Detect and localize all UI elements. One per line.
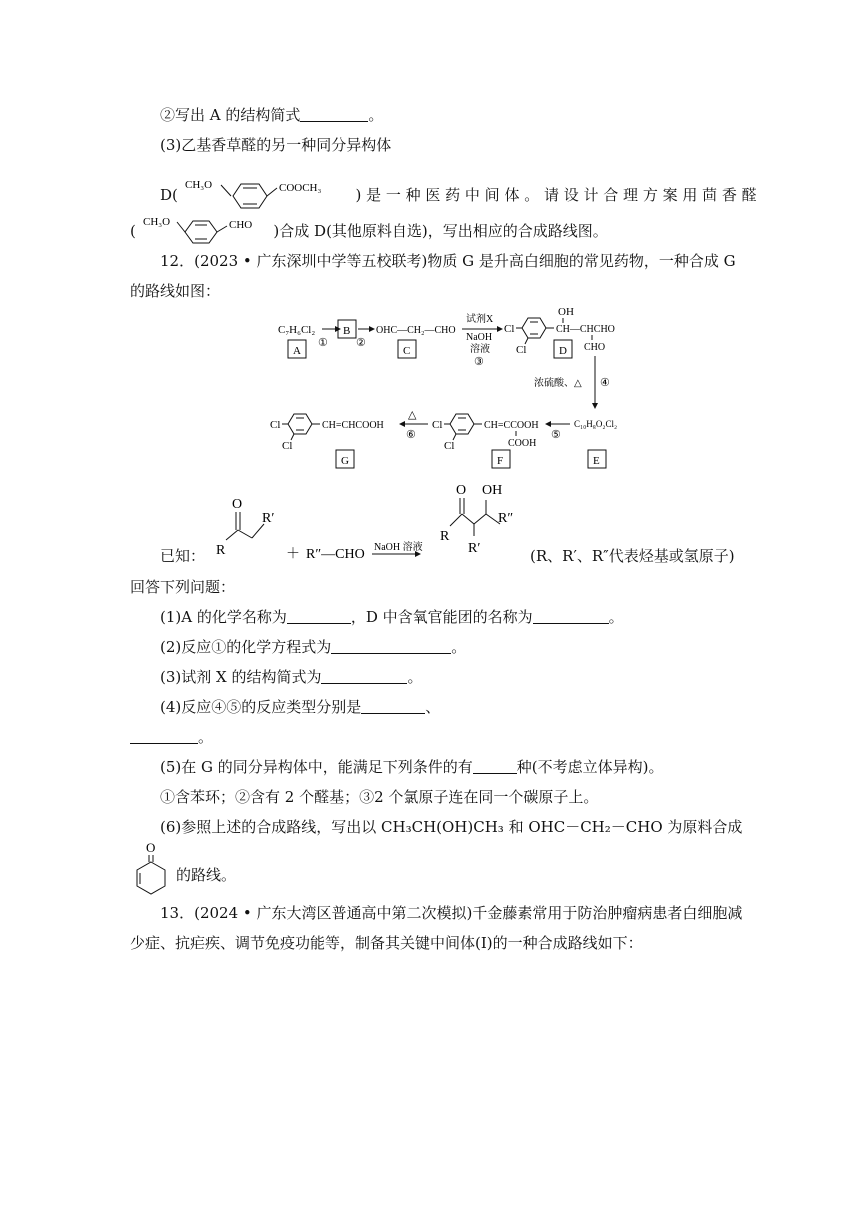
answer-blank-3[interactable] <box>321 667 407 684</box>
anisaldehyde-structure <box>141 214 269 244</box>
answer-blank-5[interactable] <box>473 757 517 774</box>
question-12-line-1: 12．(2023 • 广东深圳中学等五校联考)物质 G 是升高白细胞的常见药物，一种合成 G <box>160 252 736 270</box>
subquestion-5-conditions: ①含苯环；②含有 2 个醛基；③2 个氯原子连在同一个碳原子上。 <box>160 788 599 806</box>
f-chain-label: CH=CCOOH <box>484 420 539 431</box>
compound-c-formula: OHC—CH₂—CHO <box>376 325 456 336</box>
step-1-label: ① <box>318 337 328 349</box>
g-cl-1: Cl <box>270 419 281 431</box>
subquestion-4-cont: 。 <box>130 726 730 748</box>
known-plus: ＋ <box>286 547 300 562</box>
subquestion-6: (6)参照上述的合成路线，写出以 CH₃CH(OH)CH₃ 和 OHC－CH₂－CHO 为原料合成 <box>160 818 743 836</box>
known-ketone-r: R <box>216 543 226 558</box>
heat-label: △ <box>408 409 417 421</box>
d-oh-label: OH <box>558 306 574 318</box>
box-g-label: G <box>341 455 349 467</box>
f-cl-1: Cl <box>432 419 443 431</box>
subquestion-4: (4)反应④⑤的反应类型分别是 、 <box>160 698 441 716</box>
target-o: O <box>146 840 156 855</box>
answer-blank-4b[interactable] <box>130 727 198 744</box>
known-reaction-scheme <box>206 478 526 568</box>
answer-blank-1b[interactable] <box>533 607 609 624</box>
reagent-x-label: 试剂X <box>466 314 494 325</box>
compound-a-formula: C₇H₆Cl₂ <box>278 324 316 336</box>
question-line-3: (3)乙基香草醛的另一种同分异构体 <box>160 136 392 154</box>
known-product-o: O <box>456 483 467 498</box>
subquestion-5: (5)在 G 的同分异构体中，能满足下列条件的有 种(不考虑立体异构)。 <box>160 758 664 776</box>
solution-label: 溶液 <box>470 344 490 355</box>
box-b-label: B <box>343 325 351 337</box>
compound-e-formula: C₁₀H₈O₂Cl₂ <box>574 419 618 429</box>
anise-methoxy-label: CH₃O <box>142 216 170 228</box>
naoh-label: NaOH <box>466 332 493 343</box>
compound-d-structure <box>183 176 351 210</box>
step-3-label: ③ <box>474 356 484 368</box>
known-product-r1: R′ <box>468 541 481 556</box>
known-condition: NaOH 溶液 <box>374 542 423 553</box>
known-note: (R、R′、R″代表烃基或氢原子) <box>530 547 735 565</box>
box-f-label: F <box>497 455 504 467</box>
known-product-r: R <box>440 529 450 544</box>
g-chain-label: CH=CHCOOH <box>322 420 384 431</box>
step-5-label: ⑤ <box>551 429 561 441</box>
d-chain-label: CH—CHCHO <box>556 324 615 335</box>
d-methoxy-label: CH₃O <box>184 179 212 191</box>
box-c-label: C <box>403 345 411 357</box>
box-e-label: E <box>593 455 600 467</box>
known-label: 已知： <box>160 547 206 565</box>
known-ketone-o: O <box>232 497 243 512</box>
d-cl-1: Cl <box>504 323 515 335</box>
answer-blank[interactable] <box>300 105 368 122</box>
step-4-condition: 浓硫酸、△ <box>534 378 582 389</box>
question-12-line-2: 的路线如图： <box>130 282 221 300</box>
question-line-d: D( CH₃O COOCH₃ ) 是 一 种 医 药 中 间 体 。 请 设 计 合 理 方 案 用 茴 香 醛 <box>160 176 730 210</box>
step-2-label: ② <box>356 337 366 349</box>
subquestion-6-end: 的路线。 <box>176 866 237 884</box>
answer-blank-2[interactable] <box>331 637 451 654</box>
f-cl-2: Cl <box>444 440 455 452</box>
synthesis-route-scheme <box>270 304 670 474</box>
known-product-oh: OH <box>482 483 503 498</box>
step-4-label: ④ <box>600 377 610 389</box>
f-cooh-label: COOH <box>508 438 537 449</box>
d-ester-label: COOCH₃ <box>278 182 322 194</box>
known-aldehyde: R″—CHO <box>306 547 365 562</box>
step-6-label: ⑥ <box>406 429 416 441</box>
answer-blank-4a[interactable] <box>361 697 425 714</box>
answer-blank-1a[interactable] <box>287 607 351 624</box>
question-line-anise: ( CH₃O CHO )合成 D(其他原料自选)，写出相应的合成路线图。 <box>130 214 730 244</box>
box-d-label: D <box>559 345 567 357</box>
subquestion-2: (2)反应①的化学方程式为 。 <box>160 638 467 656</box>
cyclohexenone-structure <box>128 840 176 898</box>
subquestion-1: (1)A 的化学名称为 ，D 中含氧官能团的名称为 。 <box>160 608 624 626</box>
box-a-label: A <box>293 345 301 357</box>
d-cl-2: Cl <box>516 344 527 356</box>
subquestion-3: (3)试剂 X 的结构简式为 。 <box>160 668 423 686</box>
question-13-line-2: 少症、抗疟疾、调节免疫功能等，制备其关键中间体(Ⅰ)的一种合成路线如下： <box>130 934 643 952</box>
question-13-line-1: 13．(2024 • 广东大湾区普通高中第二次模拟)千金藤素常用于防治肿瘤病患者白细胞减 <box>160 904 743 922</box>
g-cl-2: Cl <box>282 440 293 452</box>
anise-aldehyde-label: CHO <box>228 219 252 231</box>
known-ketone-r1: R′ <box>262 511 275 526</box>
known-product-r2: R″ <box>498 511 514 526</box>
question-line-a2: ②写出 A 的结构简式 。 <box>160 106 384 124</box>
d-cho-label: CHO <box>584 342 606 353</box>
answer-prompt: 回答下列问题： <box>130 578 236 596</box>
